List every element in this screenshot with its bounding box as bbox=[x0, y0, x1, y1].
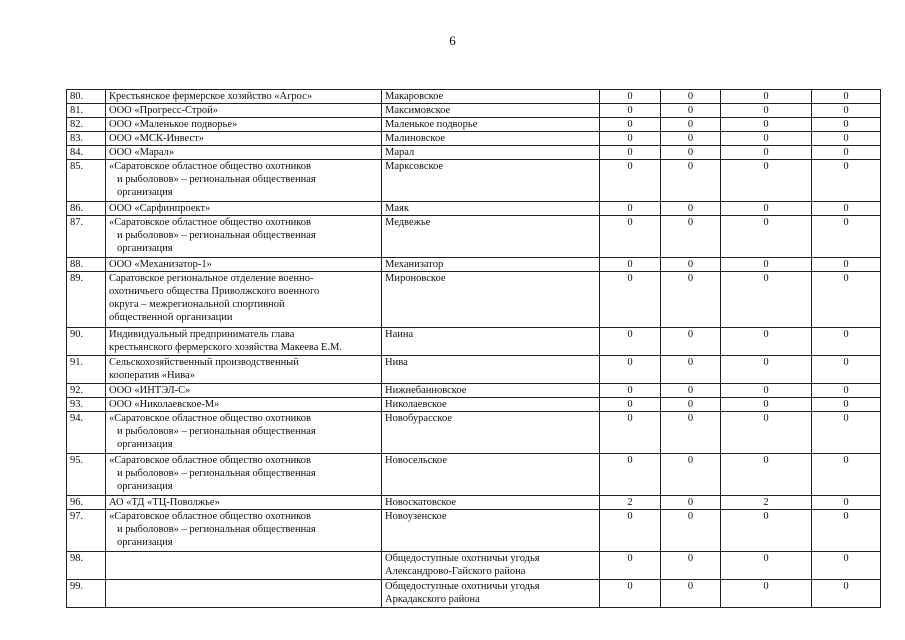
value-cell-4: 0 bbox=[812, 216, 881, 258]
value-cell-2: 0 bbox=[661, 496, 721, 510]
hunting-ground-line: Новоскатовское bbox=[385, 497, 457, 508]
organization-line: и рыболовов» – региональная общественная bbox=[117, 524, 316, 535]
organization-line: организация bbox=[117, 439, 173, 450]
value-cell-3: 0 bbox=[721, 398, 812, 412]
table-row bbox=[67, 510, 881, 552]
table-row bbox=[67, 398, 881, 412]
hunting-ground-line: Максимовское bbox=[385, 105, 451, 116]
value-cell-1: 0 bbox=[600, 454, 661, 496]
organization-cell bbox=[106, 132, 382, 146]
organization-line: ООО «МСК-Инвест» bbox=[109, 133, 204, 144]
value-cell-3: 0 bbox=[721, 90, 812, 104]
organization-line: организация bbox=[117, 537, 173, 548]
value-cell-2: 0 bbox=[661, 258, 721, 272]
hunting-ground-line: Нижнебанновское bbox=[385, 385, 467, 396]
hunting-ground-cell bbox=[382, 510, 600, 552]
value-cell-3: 0 bbox=[721, 384, 812, 398]
row-number: 99. bbox=[67, 580, 106, 608]
value-cell-1: 0 bbox=[600, 552, 661, 580]
hunting-ground-cell bbox=[382, 580, 600, 608]
hunting-ground-line: Новосельское bbox=[385, 455, 447, 466]
organization-cell bbox=[106, 356, 382, 384]
organization-line: ООО «Прогресс-Строй» bbox=[109, 105, 218, 116]
value-cell-4: 0 bbox=[812, 580, 881, 608]
organization-line: общественной организации bbox=[109, 312, 233, 323]
organization-line: «Саратовское областное общество охотников bbox=[109, 511, 311, 522]
organization-line: округа – межрегиональной спортивной bbox=[109, 299, 285, 310]
row-number: 91. bbox=[67, 356, 106, 384]
value-cell-3: 0 bbox=[721, 356, 812, 384]
organization-cell bbox=[106, 258, 382, 272]
row-number: 96. bbox=[67, 496, 106, 510]
value-cell-4: 0 bbox=[812, 412, 881, 454]
hunting-ground-line: Новоузенское bbox=[385, 511, 447, 522]
table-row bbox=[67, 496, 881, 510]
organization-cell bbox=[106, 510, 382, 552]
hunting-ground-cell bbox=[382, 258, 600, 272]
organization-line: организация bbox=[117, 187, 173, 198]
page-number: 6 bbox=[449, 33, 456, 48]
hunting-ground-cell bbox=[382, 104, 600, 118]
organization-line: и рыболовов» – региональная общественная bbox=[117, 426, 316, 437]
value-cell-1: 0 bbox=[600, 384, 661, 398]
value-cell-1: 0 bbox=[600, 104, 661, 118]
value-cell-3: 0 bbox=[721, 104, 812, 118]
table-row bbox=[67, 328, 881, 356]
value-cell-4: 0 bbox=[812, 510, 881, 552]
value-cell-1: 0 bbox=[600, 202, 661, 216]
value-cell-3: 0 bbox=[721, 454, 812, 496]
row-number: 89. bbox=[67, 272, 106, 328]
hunting-ground-line: Малиновское bbox=[385, 133, 445, 144]
value-cell-2: 0 bbox=[661, 132, 721, 146]
value-cell-2: 0 bbox=[661, 272, 721, 328]
value-cell-1: 0 bbox=[600, 356, 661, 384]
organization-line: «Саратовское областное общество охотников bbox=[109, 217, 311, 228]
row-number: 95. bbox=[67, 454, 106, 496]
row-number: 82. bbox=[67, 118, 106, 132]
organization-line: «Саратовское областное общество охотников bbox=[109, 413, 311, 424]
hunting-ground-cell bbox=[382, 132, 600, 146]
table-row bbox=[67, 216, 881, 258]
hunting-ground-cell bbox=[382, 356, 600, 384]
table-row bbox=[67, 384, 881, 398]
value-cell-2: 0 bbox=[661, 356, 721, 384]
hunting-ground-line: Аркадакского района bbox=[385, 594, 480, 605]
hunting-ground-line: Николаевское bbox=[385, 399, 447, 410]
organization-line: Сельскохозяйственный производственный bbox=[109, 357, 299, 368]
organization-cell bbox=[106, 398, 382, 412]
hunting-ground-line: Нива bbox=[385, 357, 408, 368]
organization-line: Крестьянское фермерское хозяйство «Агрос» bbox=[109, 91, 313, 102]
value-cell-2: 0 bbox=[661, 118, 721, 132]
hunting-ground-cell bbox=[382, 216, 600, 258]
value-cell-3: 0 bbox=[721, 412, 812, 454]
row-number: 84. bbox=[67, 146, 106, 160]
table-row bbox=[67, 90, 881, 104]
hunting-ground-cell bbox=[382, 202, 600, 216]
value-cell-2: 0 bbox=[661, 146, 721, 160]
organization-line: крестьянского фермерского хозяйства Макеева Е.М. bbox=[109, 342, 342, 353]
row-number: 81. bbox=[67, 104, 106, 118]
hunting-ground-cell bbox=[382, 90, 600, 104]
organization-line: ООО «Маленькое подворье» bbox=[109, 119, 238, 130]
value-cell-2: 0 bbox=[661, 580, 721, 608]
organization-line: АО «ТД «ТЦ-Поволжье» bbox=[109, 497, 220, 508]
organization-cell bbox=[106, 384, 382, 398]
row-number: 93. bbox=[67, 398, 106, 412]
organization-line: ООО «Сарфинпроект» bbox=[109, 203, 211, 214]
row-number: 90. bbox=[67, 328, 106, 356]
value-cell-1: 0 bbox=[600, 412, 661, 454]
value-cell-3: 0 bbox=[721, 118, 812, 132]
table-row bbox=[67, 412, 881, 454]
value-cell-4: 0 bbox=[812, 496, 881, 510]
hunting-ground-cell bbox=[382, 398, 600, 412]
hunting-ground-line: Механизатор bbox=[385, 259, 444, 270]
hunting-ground-line: Маяк bbox=[385, 203, 409, 214]
organization-line: Индивидуальный предприниматель глава bbox=[109, 329, 295, 340]
value-cell-3: 0 bbox=[721, 272, 812, 328]
organization-cell bbox=[106, 202, 382, 216]
organization-line: и рыболовов» – региональная общественная bbox=[117, 174, 316, 185]
hunting-ground-cell bbox=[382, 328, 600, 356]
organization-cell bbox=[106, 454, 382, 496]
value-cell-4: 0 bbox=[812, 272, 881, 328]
value-cell-4: 0 bbox=[812, 160, 881, 202]
table-row bbox=[67, 118, 881, 132]
organization-line: «Саратовское областное общество охотников bbox=[109, 455, 311, 466]
hunting-ground-cell bbox=[382, 160, 600, 202]
value-cell-1: 0 bbox=[600, 258, 661, 272]
row-number: 80. bbox=[67, 90, 106, 104]
table-row bbox=[67, 454, 881, 496]
value-cell-2: 0 bbox=[661, 398, 721, 412]
hunting-ground-cell bbox=[382, 384, 600, 398]
value-cell-2: 0 bbox=[661, 454, 721, 496]
organization-cell bbox=[106, 118, 382, 132]
hunting-ground-line: Общедоступные охотничьи угодья bbox=[385, 553, 540, 564]
row-number: 94. bbox=[67, 412, 106, 454]
value-cell-1: 0 bbox=[600, 510, 661, 552]
value-cell-3: 0 bbox=[721, 258, 812, 272]
value-cell-4: 0 bbox=[812, 104, 881, 118]
organization-cell bbox=[106, 580, 382, 608]
row-number: 92. bbox=[67, 384, 106, 398]
value-cell-2: 0 bbox=[661, 104, 721, 118]
row-number: 86. bbox=[67, 202, 106, 216]
table-row bbox=[67, 202, 881, 216]
value-cell-1: 0 bbox=[600, 146, 661, 160]
value-cell-4: 0 bbox=[812, 202, 881, 216]
hunting-ground-cell bbox=[382, 454, 600, 496]
value-cell-1: 0 bbox=[600, 90, 661, 104]
organization-cell bbox=[106, 328, 382, 356]
organization-line: «Саратовское областное общество охотников bbox=[109, 161, 311, 172]
organization-cell bbox=[106, 412, 382, 454]
organization-line: и рыболовов» – региональная общественная bbox=[117, 468, 316, 479]
value-cell-1: 0 bbox=[600, 398, 661, 412]
hunting-ground-line: Медвежье bbox=[385, 217, 431, 228]
organization-cell bbox=[106, 216, 382, 258]
hunting-ground-cell bbox=[382, 146, 600, 160]
value-cell-3: 0 bbox=[721, 510, 812, 552]
hunting-ground-line: Новобурасское bbox=[385, 413, 452, 424]
organization-line: ООО «ИНТЭЛ-С» bbox=[109, 385, 191, 396]
organization-line: ООО «Механизатор-1» bbox=[109, 259, 212, 270]
table-row bbox=[67, 132, 881, 146]
value-cell-1: 0 bbox=[600, 216, 661, 258]
hunting-ground-line: Наина bbox=[385, 329, 414, 340]
table-row bbox=[67, 160, 881, 202]
table-row bbox=[67, 356, 881, 384]
hunting-ground-line: Марал bbox=[385, 147, 415, 158]
value-cell-3: 0 bbox=[721, 132, 812, 146]
hunting-ground-line: Александрово-Гайского района bbox=[385, 566, 526, 577]
value-cell-4: 0 bbox=[812, 118, 881, 132]
hunting-ground-line: Марксовское bbox=[385, 161, 444, 172]
value-cell-1: 0 bbox=[600, 160, 661, 202]
value-cell-4: 0 bbox=[812, 398, 881, 412]
hunting-ground-cell bbox=[382, 496, 600, 510]
organization-line: ООО «Марал» bbox=[109, 147, 175, 158]
value-cell-4: 0 bbox=[812, 552, 881, 580]
row-number: 97. bbox=[67, 510, 106, 552]
row-number: 83. bbox=[67, 132, 106, 146]
value-cell-4: 0 bbox=[812, 356, 881, 384]
row-number: 88. bbox=[67, 258, 106, 272]
hunting-ground-cell bbox=[382, 118, 600, 132]
hunting-grounds-table bbox=[66, 89, 881, 608]
row-number: 98. bbox=[67, 552, 106, 580]
value-cell-2: 0 bbox=[661, 412, 721, 454]
value-cell-1: 0 bbox=[600, 132, 661, 146]
organization-cell bbox=[106, 146, 382, 160]
value-cell-3: 0 bbox=[721, 160, 812, 202]
organization-cell bbox=[106, 104, 382, 118]
table-body bbox=[67, 90, 881, 608]
value-cell-4: 0 bbox=[812, 454, 881, 496]
organization-cell bbox=[106, 552, 382, 580]
value-cell-3: 0 bbox=[721, 146, 812, 160]
table-row bbox=[67, 104, 881, 118]
hunting-ground-cell bbox=[382, 272, 600, 328]
hunting-ground-line: Маленькое подворье bbox=[385, 119, 478, 130]
value-cell-3: 0 bbox=[721, 580, 812, 608]
value-cell-1: 0 bbox=[600, 118, 661, 132]
value-cell-3: 0 bbox=[721, 202, 812, 216]
organization-cell bbox=[106, 272, 382, 328]
row-number: 87. bbox=[67, 216, 106, 258]
value-cell-2: 0 bbox=[661, 202, 721, 216]
value-cell-4: 0 bbox=[812, 258, 881, 272]
organization-cell bbox=[106, 160, 382, 202]
table-row bbox=[67, 258, 881, 272]
table-row bbox=[67, 146, 881, 160]
value-cell-4: 0 bbox=[812, 384, 881, 398]
organization-line: и рыболовов» – региональная общественная bbox=[117, 230, 316, 241]
value-cell-3: 0 bbox=[721, 552, 812, 580]
organization-cell bbox=[106, 90, 382, 104]
organization-line: Саратовское региональное отделение военно- bbox=[109, 273, 314, 284]
value-cell-1: 0 bbox=[600, 272, 661, 328]
organization-line: кооператив «Нива» bbox=[109, 370, 195, 381]
table-row bbox=[67, 580, 881, 608]
hunting-ground-cell bbox=[382, 552, 600, 580]
value-cell-1: 0 bbox=[600, 580, 661, 608]
organization-line: охотничьего общества Приволжского военного bbox=[109, 286, 320, 297]
hunting-ground-line: Общедоступные охотничьи угодья bbox=[385, 581, 540, 592]
value-cell-2: 0 bbox=[661, 510, 721, 552]
organization-cell bbox=[106, 496, 382, 510]
organization-line: организация bbox=[117, 481, 173, 492]
value-cell-2: 0 bbox=[661, 216, 721, 258]
organization-line: ООО «Николаевское-М» bbox=[109, 399, 220, 410]
value-cell-4: 0 bbox=[812, 90, 881, 104]
value-cell-4: 0 bbox=[812, 132, 881, 146]
value-cell-1: 0 bbox=[600, 328, 661, 356]
organization-line: организация bbox=[117, 243, 173, 254]
value-cell-2: 0 bbox=[661, 328, 721, 356]
table-row bbox=[67, 272, 881, 328]
hunting-ground-line: Макаровское bbox=[385, 91, 444, 102]
value-cell-2: 0 bbox=[661, 160, 721, 202]
value-cell-3: 2 bbox=[721, 496, 812, 510]
value-cell-4: 0 bbox=[812, 328, 881, 356]
value-cell-2: 0 bbox=[661, 552, 721, 580]
value-cell-3: 0 bbox=[721, 216, 812, 258]
row-number: 85. bbox=[67, 160, 106, 202]
value-cell-1: 2 bbox=[600, 496, 661, 510]
table-row bbox=[67, 552, 881, 580]
value-cell-2: 0 bbox=[661, 90, 721, 104]
value-cell-2: 0 bbox=[661, 384, 721, 398]
hunting-ground-line: Мироновское bbox=[385, 273, 446, 284]
value-cell-4: 0 bbox=[812, 146, 881, 160]
value-cell-3: 0 bbox=[721, 328, 812, 356]
hunting-ground-cell bbox=[382, 412, 600, 454]
